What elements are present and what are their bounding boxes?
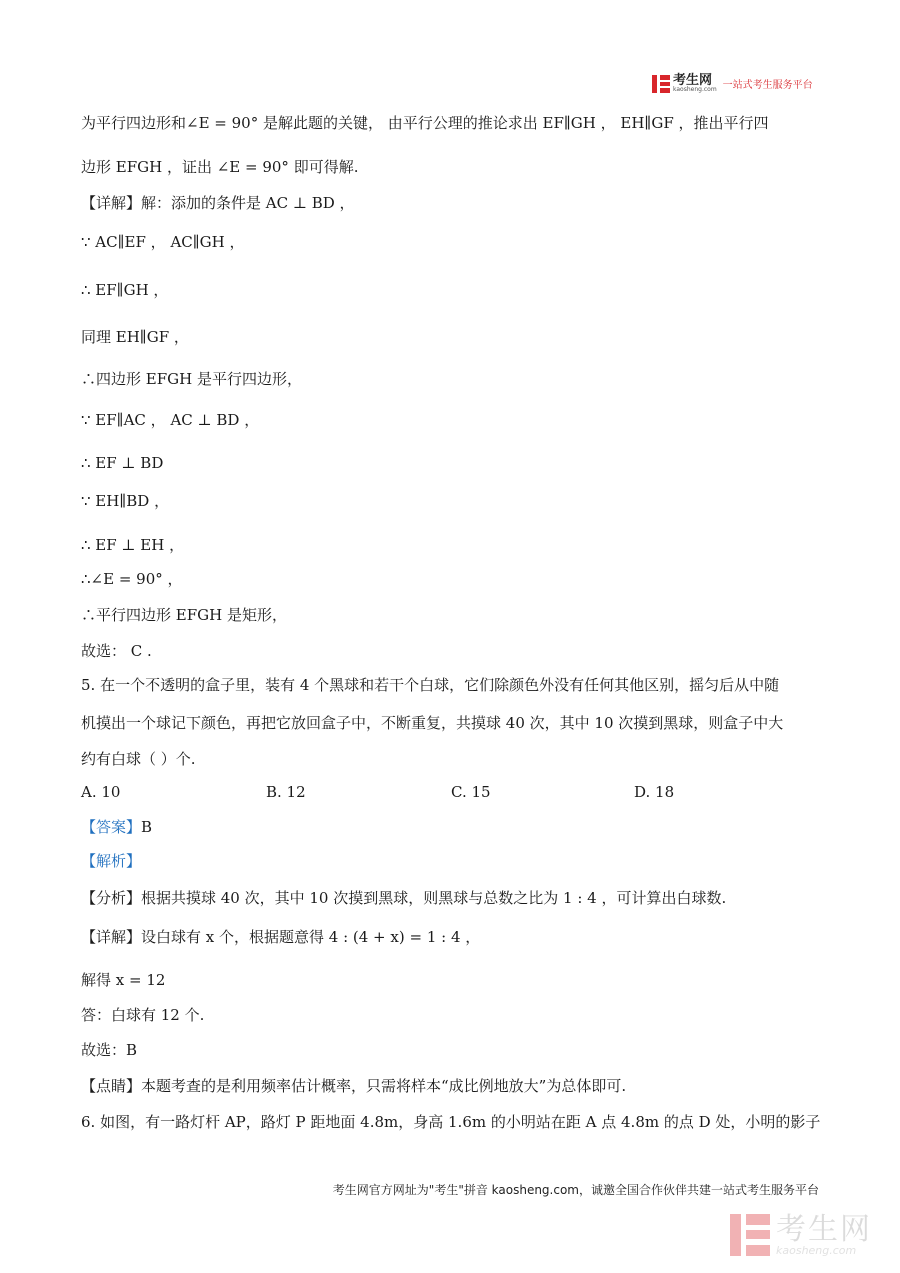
question-6-line: 6. 如图，有一路灯杆 AP，路灯 P 距地面 4.8m，身高 1.6m 的小明站在距 A 点 4.8m 的点 D 处，小明的影子 [81, 1113, 821, 1131]
watermark-logo-icon [730, 1214, 770, 1256]
option-b: B. 12 [266, 783, 306, 801]
text-line: ∴四边形 EFGH 是平行四边形， [81, 370, 302, 388]
text-line: ∵ EH∥BD ， [81, 492, 170, 510]
text-line: 答：白球有 12 个. [81, 1006, 205, 1024]
question-5-line: 机摸出一个球记下颜色，再把它放回盒子中，不断重复，共摸球 40 次，其中 10 次摸到黑球，则盒子中大 [81, 714, 784, 732]
text-line: 【详解】解：添加的条件是 AC ⊥ BD ， [81, 194, 355, 212]
logo-domain: kaosheng.com [673, 86, 717, 93]
text-line: ∴∠E = 90° ， [81, 570, 183, 588]
analysis-label: 【解析】 [81, 852, 142, 870]
text-line: 故选： C . [81, 642, 152, 660]
answer-value: B [141, 818, 153, 836]
text-line: ∵ AC∥EF ， AC∥GH ， [81, 233, 245, 251]
watermark [730, 1211, 872, 1257]
text-line: ∴ EF∥GH ， [81, 281, 169, 299]
text-line: 【分析】根据共摸球 40 次，其中 10 次摸到黑球，则黑球与总数之比为 1 : 4 ，可计算出白球数. [81, 889, 727, 907]
text-line: 【点睛】本题考查的是利用频率估计概率，只需将样本“成比例地放大”为总体即可. [81, 1077, 627, 1095]
logo-icon [652, 75, 670, 93]
question-5-line: 约有白球（ ）个. [81, 750, 196, 768]
logo-name: 考生网 [673, 73, 713, 88]
text-line: 解得 x = 12 [81, 971, 166, 989]
header-logo [652, 74, 813, 93]
text-line: ∴ EF ⊥ EH ， [81, 536, 185, 554]
option-d: D. 18 [634, 783, 675, 801]
watermark-name: 考生网 [776, 1211, 872, 1247]
text-line: 边形 EFGH ，证出 ∠E = 90° 即可得解. [81, 158, 359, 176]
option-c: C. 15 [451, 783, 491, 801]
text-line: 故选：B [81, 1041, 138, 1059]
logo-slogan: 一站式考生服务平台 [722, 80, 813, 91]
answer-label: 【答案】 [81, 818, 142, 836]
text-line: ∵ EF∥AC ， AC ⊥ BD ， [81, 411, 260, 429]
text-line: 【详解】设白球有 x 个，根据题意得 4 : (4 + x) = 1 : 4 ， [81, 928, 481, 946]
text-line: ∴ EF ⊥ BD [81, 454, 164, 472]
footer-text: 考生网官方网址为"考生"拼音 kaosheng.com，诚邀全国合作伙伴共建一站式考生服务平台 [332, 1183, 819, 1197]
text-line: ∴平行四边形 EFGH 是矩形， [81, 606, 287, 624]
text-line: 为平行四边形和∠E = 90° 是解此题的关键， 由平行公理的推论求出 EF∥GH ， EH∥GF ，推出平行四 [81, 114, 769, 132]
watermark-domain: kaosheng.com [776, 1243, 857, 1257]
text-line: 同理 EH∥GF ， [81, 328, 189, 346]
answer-line [81, 816, 152, 838]
option-a: A. 10 [81, 783, 121, 801]
question-5-line: 5. 在一个不透明的盒子里，装有 4 个黑球和若干个白球，它们除颜色外没有任何其他区别，摇匀后从中随 [81, 676, 780, 694]
